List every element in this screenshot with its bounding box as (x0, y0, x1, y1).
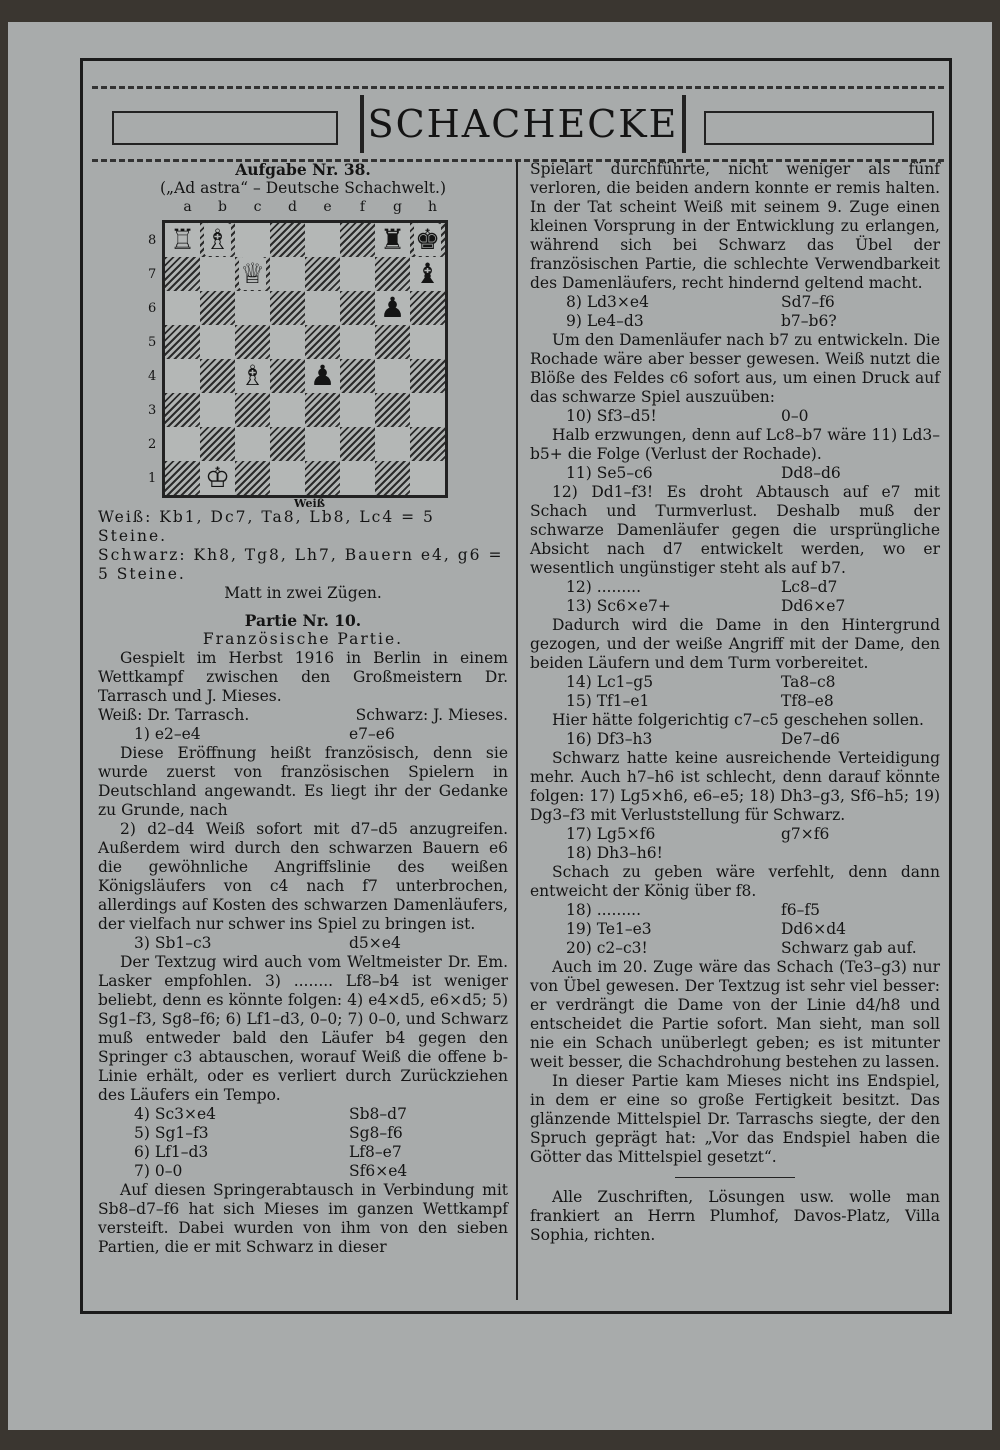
board-square (340, 291, 375, 325)
chess-board (162, 220, 448, 498)
move-row: 14) Lc1–g5 Ta8–c8 (566, 673, 836, 691)
board-square (340, 223, 375, 257)
comment-paragraph: Hier hätte folgerichtig c7–c5 geschehen sollen. (552, 711, 924, 729)
rank-label: 4 (148, 369, 157, 384)
comment-paragraph: Um den Damenläufer nach b7 zu entwickeln. Die Rochade wäre aber besser gewesen. Weiß nutzt die Blöße des Feldes c6 sofort aus, um einen Druck auf das schwarze Spiel auszuüben: (530, 331, 940, 406)
white-pieces-line: Weiß: Kb1, Dc7, Ta8, Lb8, Lc4 = 5 Steine. (98, 508, 435, 545)
move-row: 11) Se5–c6 Dd8–d6 (566, 464, 841, 482)
move-row: 16) Df3–h3 De7–d6 (566, 730, 840, 748)
board-square (200, 427, 235, 461)
comment-paragraph: Der Textzug wird auch vom Weltmeister Dr. Em. Lasker empfohlen. 3) ........ Lf8–b4 ist weniger beliebt, denn es könnte folgen: 4) e4×d5, e6×d5; 5) Sg1–f3, Sg8–f6; 6) Lf1–d3, 0–0; 7) 0–0, und Schwarz muß entweder bald den Läufer b4 gegen den Springer c3 abtauschen, worauf Weiß die offene b-Linie erhält, oder es verliert durch Zurückziehen des Läufers ein Tempo. (98, 953, 508, 1104)
board-square (270, 223, 305, 257)
board-square (410, 461, 445, 495)
white-bishop-icon: ♗ (204, 223, 231, 256)
move-row: 18) ......... f6–f5 (566, 901, 820, 919)
board-square (410, 257, 445, 291)
board-square (340, 257, 375, 291)
move-row: 18) Dh3–h6! (566, 844, 663, 862)
file-label: b (218, 199, 227, 215)
file-label: f (359, 199, 366, 215)
board-square (305, 359, 340, 393)
board-square (165, 427, 200, 461)
move-row: 7) 0–0 Sf6×e4 (134, 1162, 408, 1180)
black-player: Schwarz: J. Mieses. (355, 706, 508, 724)
comment-paragraph: In dieser Partie kam Mieses nicht ins Endspiel, in dem er eine so große Fertigkeit besitzt. Das glänzende Mittelspiel Dr. Tarraschs siegte, der den Spruch geprägt hat: „Vor das Endspiel haben die Götter das Mittelspiel gesetzt“. (530, 1072, 940, 1166)
board-caption: Weiß (294, 497, 325, 510)
comment-paragraph: Auch im 20. Zuge wäre das Schach (Te3–g3) nur von Übel gewesen. Der Textzug ist sehr viel besser: er verdrängt die Dame von der Linie d4/h8 und entscheidet die Partie sofort. Man sieht, man soll nie ein Schach unüberlegt geben; es ist mitunter weit besser, die Schachdrohung bestehen zu lassen. (530, 958, 940, 1071)
black-pawn-icon: ♟ (379, 291, 406, 324)
board-square (305, 427, 340, 461)
move-row: 12) ......... Lc8–d7 (566, 578, 838, 596)
board-square (375, 427, 410, 461)
board-square (270, 461, 305, 495)
file-label: a (183, 199, 192, 215)
rank-label: 7 (148, 267, 157, 282)
white-rook-icon: ♖ (169, 223, 196, 256)
board-square (375, 291, 410, 325)
board-square (165, 359, 200, 393)
comment-paragraph: 12) Dd1–f3! Es droht Abtausch auf e7 mit Schach und Turmverlust. Deshalb muß der schwarze Damenläufer gegen die ursprüngliche Absicht nach d7 entwickelt werden, wo er wesentlich ungünstiger steht als auf b7. (530, 483, 940, 577)
board-square (165, 393, 200, 427)
board-square (375, 325, 410, 359)
file-label: d (288, 199, 297, 215)
comment-paragraph: Spielart durchführte, nicht weniger als fünf verloren, die beiden andern konnte er remis halten. In der Tat scheint Weiß mit seinem 9. Zuge einen kleinen Vorsprung in der Entwicklung zu erlangen, während sich bei Schwarz das Übel der französischen Partie, die schlechte Verwendbarkeit des Damenläufers, recht hindernd geltend macht. (530, 160, 940, 292)
header-right-box (704, 111, 934, 145)
board-square (270, 325, 305, 359)
move-row: 1) e2–e4 e7–e6 (134, 725, 395, 743)
board-square (165, 461, 200, 495)
file-labels (170, 198, 450, 217)
board-square (200, 393, 235, 427)
move-row: 19) Te1–e3 Dd6×d4 (566, 920, 846, 938)
board-square (410, 427, 445, 461)
players-line (98, 706, 508, 725)
board-square (235, 427, 270, 461)
board-square (200, 461, 235, 495)
black-king-icon: ♚ (414, 223, 441, 256)
file-label: g (393, 199, 402, 215)
board-square (305, 325, 340, 359)
move-row: 15) Tf1–e1 Tf8–e8 (566, 692, 834, 710)
black-bishop-icon: ♝ (414, 257, 441, 290)
white-player: Weiß: Dr. Tarrasch. (98, 706, 250, 724)
board-square (410, 325, 445, 359)
move-row: 3) Sb1–c3 d5×e4 (134, 934, 401, 952)
white-queen-icon: ♕ (239, 257, 266, 290)
rank-label: 2 (148, 437, 157, 452)
move-row: 8) Ld3×e4 Sd7–f6 (566, 293, 835, 311)
board-square (305, 393, 340, 427)
board-square (340, 461, 375, 495)
comment-paragraph: Halb erzwungen, denn auf Lc8–b7 wäre 11) Ld3–b5+ die Folge (Verlust der Rochade). (530, 426, 940, 463)
rank-label: 8 (148, 233, 157, 248)
problem-task: Matt in zwei Zügen. (224, 584, 382, 602)
board-square (340, 393, 375, 427)
move-row: 4) Sc3×e4 Sb8–d7 (134, 1105, 407, 1123)
board-square (235, 393, 270, 427)
rank-label: 3 (148, 403, 157, 418)
comment-paragraph: 2) d2–d4 Weiß sofort mit d7–d5 anzugreifen. Außerdem wird durch den schwarzen Bauern e6 die gewöhnliche Angriffslinie des weißen Königsläufers von c4 nach f7 unterbrochen, allerdings auf Kosten des schwarzen Damenläufers, der vielfach nur schwer ins Spiel zu bringen ist. (98, 820, 508, 933)
board-square (305, 223, 340, 257)
comment-paragraph: Schwarz hatte keine ausreichende Verteidigung mehr. Auch h7–h6 ist schlecht, denn darauf könnte folgen: 17) Lg5×h6, e6–e5; 18) Dh3–g3, Sf6–h5; 19) Dg3–f3 mit Verluststellung für Schwarz. (530, 749, 940, 824)
board-square (235, 359, 270, 393)
move-row: 17) Lg5×f6 g7×f6 (566, 825, 830, 843)
file-label: c (253, 199, 262, 215)
board-square (165, 257, 200, 291)
rank-label: 1 (148, 471, 157, 486)
white-king-icon: ♔ (204, 461, 231, 494)
board-square (305, 461, 340, 495)
header-band (92, 86, 944, 162)
board-square (235, 223, 270, 257)
file-label: h (427, 199, 438, 215)
board-square (375, 461, 410, 495)
board-square (270, 427, 305, 461)
board-square (340, 325, 375, 359)
move-row: 9) Le4–d3 b7–b6? (566, 312, 837, 330)
board-square (270, 257, 305, 291)
board-square (410, 223, 445, 257)
board-square (340, 427, 375, 461)
header-left-box (112, 111, 338, 145)
board-square (200, 325, 235, 359)
board-square (375, 257, 410, 291)
board-square (165, 325, 200, 359)
board-square (305, 257, 340, 291)
board-square (410, 359, 445, 393)
rank-labels (148, 224, 156, 496)
board-square (165, 291, 200, 325)
board-square (235, 291, 270, 325)
black-pawn-icon: ♟ (309, 359, 336, 392)
move-row: 5) Sg1–f3 Sg8–f6 (134, 1124, 403, 1142)
board-square (200, 291, 235, 325)
chess-diagram (98, 198, 518, 508)
move-row: 20) c2–c3! Schwarz gab auf. (566, 939, 917, 957)
board-square (270, 291, 305, 325)
board-square (165, 223, 200, 257)
rank-label: 6 (148, 301, 157, 316)
white-bishop-icon: ♗ (239, 359, 266, 392)
board-square (235, 325, 270, 359)
board-square (200, 359, 235, 393)
board-square (410, 393, 445, 427)
move-row: 10) Sf3–d5! 0–0 (566, 407, 809, 425)
comment-paragraph: Schach zu geben wäre verfehlt, denn dann entweicht der König über f8. (530, 863, 940, 900)
game-subtitle: Französische Partie. (202, 630, 404, 648)
problem-source: („Ad astra“ – Deutsche Schachwelt.) (159, 179, 447, 197)
left-column (98, 160, 508, 1257)
board-square (200, 223, 235, 257)
game-title: Partie Nr. 10. (244, 611, 362, 630)
board-square (375, 393, 410, 427)
board-square (235, 461, 270, 495)
rank-label: 5 (148, 335, 157, 350)
board-square (235, 257, 270, 291)
problem-title: Aufgabe Nr. 38. (235, 160, 371, 179)
right-column (530, 160, 940, 1245)
game-intro: Gespielt im Herbst 1916 in Berlin in einem Wettkampf zwischen den Großmeistern Dr. Tarrasch und J. Mieses. (98, 649, 508, 705)
board-square (200, 257, 235, 291)
board-square (270, 393, 305, 427)
comment-paragraph: Dadurch wird die Dame in den Hintergrund gezogen, und der weiße Angriff mit der Dame, den beiden Läufern und dem Turm vorbereitet. (530, 616, 940, 672)
move-row: 13) Sc6×e7+ Dd6×e7 (566, 597, 846, 615)
board-square (375, 359, 410, 393)
separator-rule (675, 1177, 795, 1178)
black-pieces-line: Schwarz: Kh8, Tg8, Lh7, Bauern e4, g6 = 5 Steine. (98, 546, 504, 583)
comment-paragraph: Diese Eröffnung heißt französisch, denn sie wurde zuerst von französischen Spielern in Deutschland angewandt. Es liegt ihr der Gedanke zu Grunde, nach (98, 744, 508, 819)
black-rook-icon: ♜ (379, 223, 406, 256)
comment-paragraph: Auf diesen Springerabtausch in Verbindung mit Sb8–d7–f6 hat sich Mieses im ganzen Wettkampf versteift. Dabei wurden von ihm von den sieben Partien, die er mit Schwarz in dieser (98, 1181, 508, 1256)
board-square (340, 359, 375, 393)
board-square (270, 359, 305, 393)
move-row: 6) Lf1–d3 Lf8–e7 (134, 1143, 402, 1161)
board-square (305, 291, 340, 325)
board-square (410, 291, 445, 325)
footer-note: Alle Zuschriften, Lösungen usw. wolle man frankiert an Herrn Plumhof, Davos-Platz, Villa Sophia, richten. (530, 1188, 940, 1244)
board-square (375, 223, 410, 257)
file-label: e (323, 199, 332, 215)
page-title: SCHACHECKE (360, 95, 686, 153)
